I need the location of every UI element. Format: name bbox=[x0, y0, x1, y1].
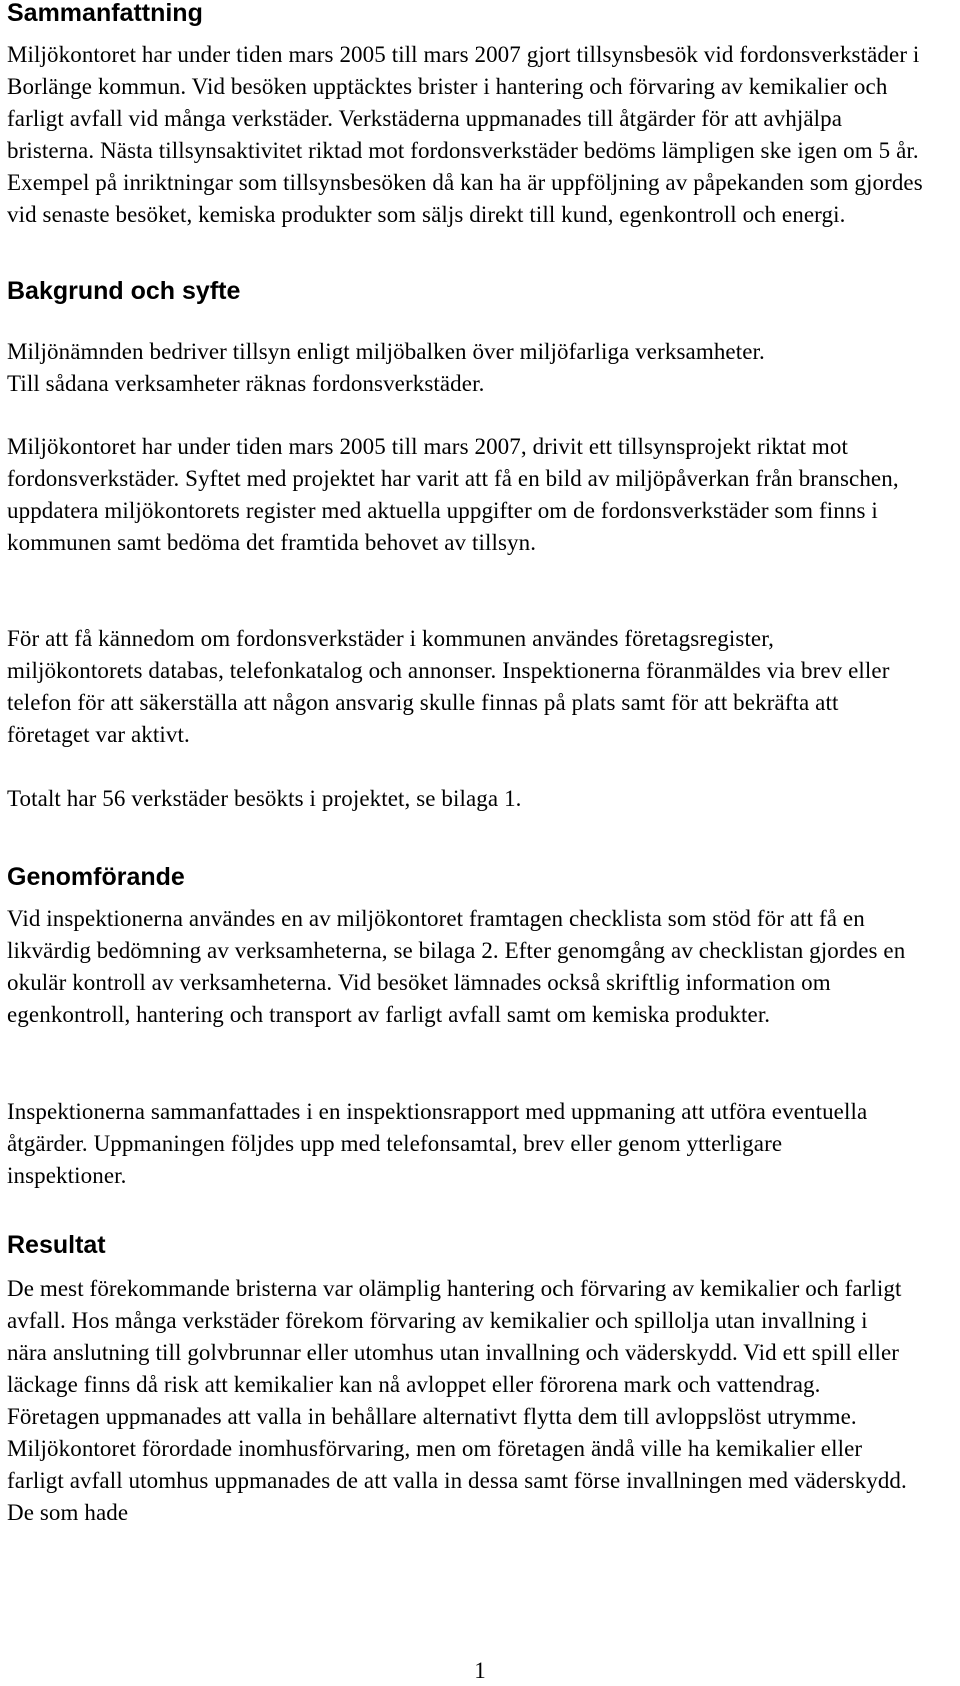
paragraph-resultat: De mest förekommande bristerna var olämplig hantering och förvaring av kemikalier och farligt avfall. Hos många verkstäder förekom förvaring av kemikalier och spillolja utan invallning i nära anslutning till golvbrunnar eller utomhus utan invallning och väderskydd. Vid ett spill eller läckage finns då risk att kemikalier kan nå avloppet eller förorena mark och vattendrag. Företagen uppmanades att valla in behållare alternativt flytta dem till avloppslöst utrymme. Miljökontoret förordade inomhusförvaring, men om företagen ändå ville ha kemikalier eller farligt avfall utomhus uppmanades de att valla in dessa samt förse invallningen med väderskydd. De som hade bbox=[7, 1276, 907, 1525]
paragraph-sammanfattning: Miljökontoret har under tiden mars 2005 till mars 2007 gjort tillsynsbesök vid fordonsverkstäder i Borlänge kommun. Vid besöken upptäcktes brister i hantering och förvaring av kemikalier och farligt avfall vid många verkstäder. Verkstäderna uppmanades till åtgärder för att avhjälpa bristerna. Nästa tillsynsaktivitet riktad mot fordonsverkstäder bedöms lämpligen ske igen om 5 år. Exempel på inriktningar som tillsynsbesöken då kan ha är uppföljning av påpekanden som gjordes vid senaste besöket, kemiska produkter som säljs direkt till kund, egenkontroll och energi. bbox=[7, 42, 923, 227]
section-heading-bakgrund: Bakgrund och syfte bbox=[7, 277, 241, 305]
paragraph-bakgrund-3: För att få kännedom om fordonsverkstäder i kommunen användes företagsregister, miljökontorets databas, telefonkatalog och annonser. Inspektionerna föranmäldes via brev eller telefon för att säkerställa att någon ansvarig skulle finnas på plats samt för att bekräfta att företaget var aktivt. bbox=[7, 626, 890, 747]
paragraph-genomforande-2: Inspektionerna sammanfattades i en inspektionsrapport med uppmaning att utföra eventuella åtgärder. Uppmaningen följdes upp med telefonsamtal, brev eller genom ytterligare inspektioner. bbox=[7, 1099, 868, 1188]
paragraph-bakgrund-4: Totalt har 56 verkstäder besökts i projektet, se bilaga 1. bbox=[7, 786, 522, 811]
paragraph-bakgrund-1: Miljönämnden bedriver tillsyn enligt miljöbalken över miljöfarliga verksamheter. Till sådana verksamheter räknas fordonsverkstäder. bbox=[7, 339, 765, 396]
paragraph-genomforande-1: Vid inspektionerna användes en av miljökontoret framtagen checklista som stöd för att få en likvärdig bedömning av verksamheterna, se bilaga 2. Efter genomgång av checklistan gjordes en okulär kontroll av verksamheterna. Vid besöket lämnades också skriftlig information om egenkontroll, hantering och transport av farligt avfall samt om kemiska produkter. bbox=[7, 906, 906, 1027]
section-heading-genomforande: Genomförande bbox=[7, 863, 185, 891]
paragraph-bakgrund-2: Miljökontoret har under tiden mars 2005 till mars 2007, drivit ett tillsynsprojekt riktat mot fordonsverkstäder. Syftet med projektet har varit att få en bild av miljöpåverkan från branschen, uppdatera miljökontorets register med aktuella uppgifter om de fordonsverkstäder som finns i kommunen samt bedöma det framtida behovet av tillsyn. bbox=[7, 434, 899, 555]
page-number: 1 bbox=[474, 1658, 486, 1683]
section-heading-resultat: Resultat bbox=[7, 1231, 106, 1259]
section-heading-sammanfattning: Sammanfattning bbox=[7, 0, 203, 27]
